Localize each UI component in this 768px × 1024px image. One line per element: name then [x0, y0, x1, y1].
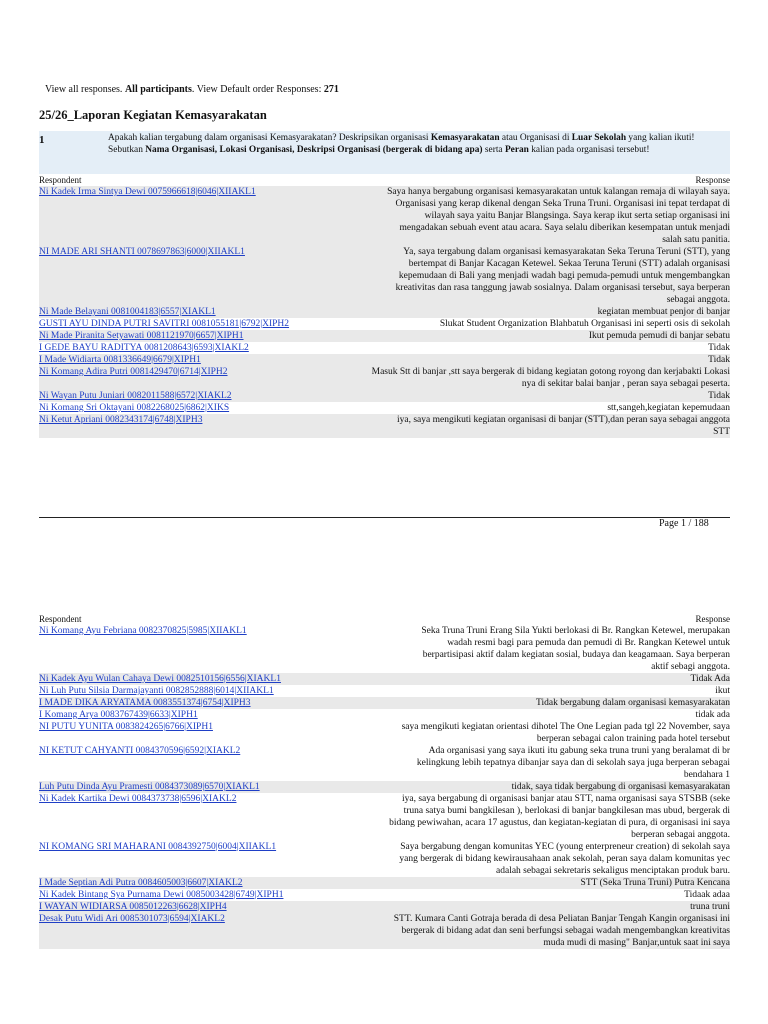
table-header	[39, 614, 730, 625]
respondent-column-header: Respondent	[39, 175, 82, 185]
response-text: Saya bergabung dengan komunitas YEC (young enterpreneur creation) di sekolah saya yang bergerak di bidang kewirausahaan anak sekolah, peran saya dalam komunitas yec adalah sebagai sekretaris sekaligus menciptakan produk baru.	[399, 842, 730, 876]
respondent-link[interactable]: I GEDE BAYU RADITYA 0081208643|6593|XIAKL2	[39, 343, 249, 353]
response-column-header: Response	[695, 175, 730, 185]
response-text: Tidak	[708, 391, 730, 401]
response-text: truna truni	[690, 902, 730, 912]
response-text: iya, saya bergabung di organisasi banjar atau STT, nama organisasi saya STSBB (seke truna satya bumi bangkilesan ), berlokasi di banjar bangkilesan mas ubud, bergerak di bidang pewiwahan, acara 17 agustus, dan kegiatan-kegiatan di pura, di organisasi ini saya berperan sebagai anggota.	[389, 794, 730, 840]
table-row	[39, 901, 730, 913]
respondent-column-header: Respondent	[39, 614, 82, 624]
respondent-link[interactable]: NI KOMANG SRI MAHARANI 0084392750|6004|XIIAKL1	[39, 842, 277, 852]
table-row	[39, 841, 730, 877]
respondent-link[interactable]: I Made Widiarta 0081336649|6679|XIPH1	[39, 355, 201, 365]
report-title: 25/26_Laporan Kegiatan Kemasyarakatan	[39, 108, 267, 122]
respondent-link[interactable]: Ni Ketut Apriani 0082343174|6748|XIPH3	[39, 415, 203, 425]
response-text: tidak ada	[695, 710, 730, 720]
response-text: Masuk Stt di banjar ,stt saya bergerak di bidang kegiatan gotong royong dan kerjabakti Lokasi nya di sekitar balai banjar , peran saya sebagai peserta.	[371, 367, 730, 389]
response-text: ikut	[715, 686, 730, 696]
table-row	[39, 781, 730, 793]
respondent-link[interactable]: Ni Komang Adira Putri 0081429470|6714|XIPH2	[39, 367, 228, 377]
respondent-link[interactable]: NI PUTU YUNITA 0083824265|6766|XIPH1	[39, 722, 213, 732]
table-row	[39, 685, 730, 697]
table-row	[39, 306, 730, 318]
respondent-link[interactable]: Ni Kadek Bintang Sya Purnama Dewi 0085003428|6749|XIPH1	[39, 890, 284, 900]
response-text: Saya hanya bergabung organisasi kemasyarakatan untuk kalangan remaja di wilayah saya. Organisasi yang kerap dikenal dengan Seka Truna Truni. Organisasi ini tepat terdapat di wilayah saya yaitu Banjar Blangsinga. Saya kerap ikut serta setiap organisasi ini mengadakan sebuah event atau acara. Saya selalu diberikan kesempatan untuk menjadi salah satu panitia.	[387, 187, 730, 245]
page-number: Page 1 / 188	[659, 518, 709, 529]
respondent-link[interactable]: Ni Wayan Putu Juniari 0082011588|6572|XIAKL2	[39, 391, 232, 401]
respondent-link[interactable]: Ni Made Piranita Setyawati 0081121970|6657|XIPH1	[39, 331, 244, 341]
table-row	[39, 625, 730, 673]
table-row	[39, 366, 730, 390]
response-column-header: Response	[695, 614, 730, 624]
response-text: Slukat Student Organization Blahbatuh Organisasi ini seperti osis di sekolah	[439, 319, 730, 329]
view-options-bar	[45, 84, 339, 95]
response-text: iya, saya mengikuti kegiatan organisasi di banjar (STT),dan peran saya sebagai anggota STT	[396, 415, 730, 437]
responses-table-page-1	[39, 175, 730, 438]
view-default-order-link[interactable]: . View Default order Responses:	[191, 84, 322, 95]
response-text: STT (Seka Truna Truni) Putra Kencana	[580, 878, 730, 888]
respondent-link[interactable]: Ni Kadek Irma Sintya Dewi 0075966618|6046|XIIAKL1	[39, 187, 256, 197]
respondent-link[interactable]: NI KETUT CAHYANTI 0084370596|6592|XIAKL2	[39, 746, 241, 756]
table-row	[39, 697, 730, 709]
respondent-link[interactable]: Ni Luh Putu Silsia Darmajayanti 0082852888|6014|XIIAKL1	[39, 686, 274, 696]
question-number: 1	[39, 134, 45, 146]
table-row	[39, 889, 730, 901]
table-row	[39, 793, 730, 841]
respondent-link[interactable]: NI MADE ARI SHANTI 0078697863|6000|XIIAKL1	[39, 247, 245, 257]
all-participants-filter[interactable]: All participants	[124, 84, 192, 95]
respondent-link[interactable]: I Komang Arya 0083767439|6633|XIPH1	[39, 710, 198, 720]
table-row	[39, 414, 730, 438]
table-row	[39, 330, 730, 342]
table-row	[39, 246, 730, 306]
view-all-responses-link[interactable]: View all responses.	[45, 84, 123, 95]
respondent-link[interactable]: Desak Putu Widi Ari 0085301073|6594|XIAKL2	[39, 914, 225, 924]
question-block	[39, 131, 730, 174]
response-text: Ikut pemuda pemudi di banjar sebatu	[588, 331, 730, 341]
table-row	[39, 186, 730, 246]
respondent-link[interactable]: Luh Putu Dinda Ayu Pramesti 0084373089|6570|XIAKL1	[39, 782, 260, 792]
respondent-link[interactable]: I WAYAN WIDIARSA 0085012263|6628|XIPH4	[39, 902, 227, 912]
response-text: Tidak Ada	[690, 674, 730, 684]
respondent-link[interactable]: Ni Komang Ayu Febriana 0082370825|5985|XIIAKL1	[39, 626, 247, 636]
response-text: Tidaak adaa	[684, 890, 730, 900]
respondent-link[interactable]: I Made Septian Adi Putra 0084605003|6607|XIAKL2	[39, 878, 243, 888]
table-row	[39, 354, 730, 366]
respondent-link[interactable]: I MADE DIKA ARYATAMA 0083551374|6754|XIPH3	[39, 698, 251, 708]
page-divider	[39, 517, 730, 518]
table-row	[39, 721, 730, 745]
table-row	[39, 709, 730, 721]
response-text: Seka Truna Truni Erang Sila Yukti berlokasi di Br. Rangkan Ketewel, merupakan wadah resmi bagi para pemuda dan pemudi di Br. Rangkan Ketewel untuk berpartisipasi aktif dalam kegiatan sosial, budaya dan keagamaan. Saya berperan aktif sebagi anggota.	[421, 626, 730, 672]
responses-count: 271	[323, 84, 339, 95]
table-row	[39, 342, 730, 354]
response-text: stt,sangeh,kegiatan kepemudaan	[607, 403, 730, 413]
response-text: Tidak bergabung dalam organisasi kemasyarakatan	[536, 698, 730, 708]
response-text: tidak, saya tidak bergabung di organisasi kemasyarakatan	[511, 782, 730, 792]
response-text: Ada organisasi yang saya ikuti itu gabung seka truna truni yang beralamat di br kelingkung lebih tepatnya dibanjar saya dan di sekolah saya juga berperan sebagai bendahara 1	[416, 746, 730, 780]
table-row	[39, 318, 730, 330]
question-text: Apakah kalian tergabung dalam organisasi Kemasyarakatan? Deskripsikan organisasi Kemasyarakatan atau Organisasi di Luar Sekolah yang kalian ikuti! Sebutkan Nama Organisasi, Lokasi Organisasi, Deskripsi Organisasi (bergerak di bidang apa) serta Peran kalian pada organisasi tersebut!	[108, 133, 695, 155]
table-row	[39, 745, 730, 781]
respondent-link[interactable]: Ni Komang Sri Oktayani 0082268025|6862|XIKS	[39, 403, 230, 413]
response-text: Ya, saya tergabung dalam organisasi kemasyarakatan Seka Teruna Teruni (STT), yang bertempat di Banjar Kacagan Ketewel. Sekaa Teruna Teruni (STT) adalah organisasi kepemudaan di Bali yang menjadi wadah bagi pemuda-pemudi untuk mengembangkan kreativitas dan rasa tanggung jawab sosialnya. Dalam organisasi tersebut, saya berperan sebagai anggota.	[395, 247, 730, 305]
respondent-link[interactable]: Ni Kadek Ayu Wulan Cahaya Dewi 0082510156|6556|XIAKL1	[39, 674, 281, 684]
table-row	[39, 402, 730, 414]
table-header	[39, 175, 730, 186]
respondent-link[interactable]: Ni Kadek Kartika Dewi 0084373738|6596|XIAKL2	[39, 794, 237, 804]
response-text: STT. Kumara Canti Gotraja berada di desa Peliatan Banjar Tengah Kangin organisasi ini bergerak di bidang adat dan seni berfungsi sebagai wadah mengembangkan kreativitas muda mudi di masing" Banjar,untuk saat ini saya	[393, 914, 730, 948]
table-row	[39, 913, 730, 949]
responses-table-page-2	[39, 614, 730, 949]
table-row	[39, 390, 730, 402]
response-text: saya mengikuti kegiatan orientasi dihotel The One Legian pada tgl 22 November, saya berperan sebagai calon training pada hotel tersebut	[401, 722, 730, 744]
response-text: kegiatan membuat penjor di banjar	[597, 307, 730, 317]
table-row	[39, 673, 730, 685]
respondent-link[interactable]: Ni Made Belayani 0081004183|6557|XIAKL1	[39, 307, 216, 317]
response-text: Tidak	[708, 343, 730, 353]
table-row	[39, 877, 730, 889]
response-text: Tidak	[708, 355, 730, 365]
respondent-link[interactable]: GUSTI AYU DINDA PUTRI SAVITRI 0081055181|6792|XIPH2	[39, 319, 290, 329]
